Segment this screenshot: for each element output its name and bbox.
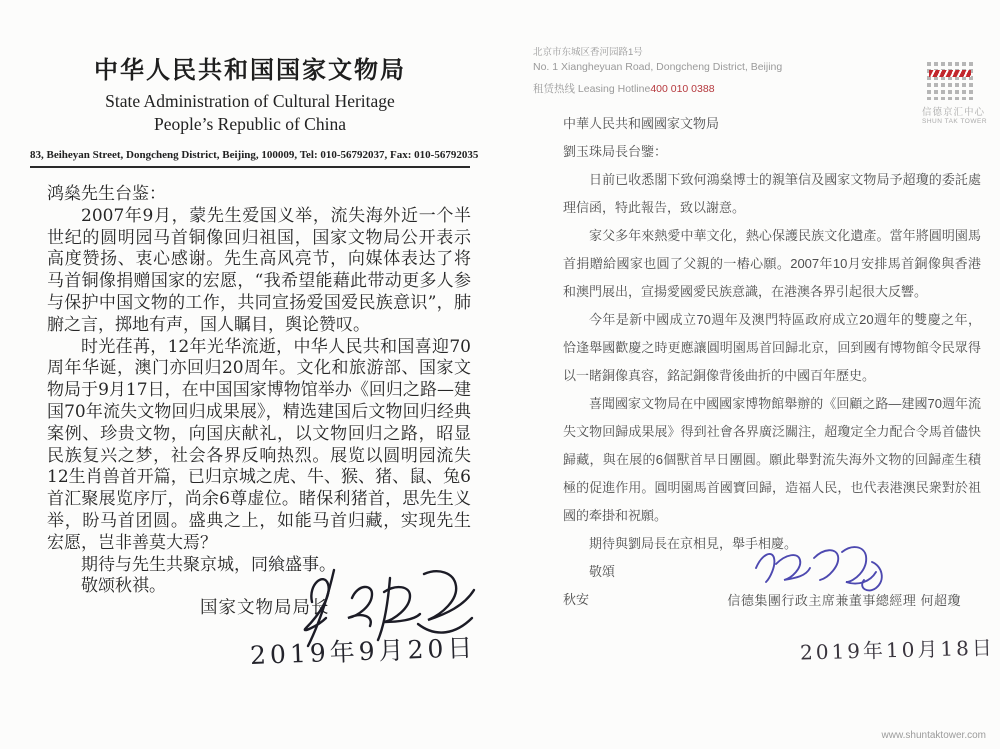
logo-name-en: SHUN TAK TOWER (922, 118, 988, 125)
right-letterhead-address (533, 46, 782, 74)
logo-name-cn: 信德京汇中心 (922, 107, 986, 118)
right-signer-title: 信德集團行政主席兼董事總經理 何超瓊 (727, 593, 961, 608)
right-paragraph-1: 日前已收悉閣下致何鴻燊博士的親筆信及國家文物局予超瓊的委託處理信函，特此報告，致以謝意。 (563, 172, 981, 215)
shun-tak-logo-red-band (929, 70, 971, 77)
left-org-name-cn: 中华人民共和国国家文物局 (94, 55, 406, 84)
left-signer-title: 国家文物局局长 (200, 598, 330, 618)
left-org-name-en-line1: State Administration of Cultural Heritage (105, 91, 395, 111)
left-paragraph-1: 2007年9月，蒙先生爱国义举，流失海外近一个半世纪的圆明园马首铜像回归祖国，国家文物局公开表示高度赞扬、衷心感谢。先生高风亮节，向媒体表达了将马首铜像捐赠国家的宏愿，“我希望能藉此带动更多人参与保护中国文物的工作，共同宣扬爱国爱民族意识”，肺腑之言，掷地有声，国人瞩目，舆论赞叹。 (47, 205, 471, 335)
handwritten-signature-pansy-ho (750, 536, 900, 596)
leasing-hotline-number: 400 010 0388 (650, 83, 715, 95)
right-paragraph-3: 今年是新中國成立70週年及澳門特區政府成立20週年的雙慶之年，恰逢舉國歡慶之時更應讓圓明園馬首回歸北京，回到國有博物館令民眾得以一睹銅像真容，銘記銅像背後曲折的中國百年歷史。 (563, 312, 981, 383)
leasing-hotline-label: 租赁热线 Leasing Hotline (533, 83, 651, 95)
website-watermark: www.shuntaktower.com (881, 730, 986, 741)
left-salutation: 鸿燊先生台鉴： (47, 184, 166, 204)
right-salutation: 劉玉珠局長台鑒： (563, 144, 668, 159)
left-org-name-en-line2: People’s Republic of China (154, 114, 346, 134)
left-address-line: 83, Beiheyan Street, Dongcheng District, Beijing, 100009, Tel: 010-56792037, Fax: 010-56792035 (30, 149, 470, 168)
left-letter-body (47, 184, 471, 598)
right-leasing-hotline (533, 81, 715, 96)
right-paragraph-5: 期待與劉局長在京相見，舉手相慶。 (589, 536, 798, 551)
left-paragraph-3: 期待与先生共聚京城，同飨盛事。 (81, 554, 336, 575)
shun-tak-logo-icon (927, 62, 973, 100)
left-handwritten-date: 2019年9月20日 (249, 633, 477, 670)
left-letterhead (30, 50, 479, 168)
right-closing-line2: 秋安 (563, 592, 590, 607)
right-closing-line1: 敬頌 (589, 564, 616, 579)
left-paragraph-4: 敬颂秋祺。 (81, 576, 166, 597)
left-paragraph-2: 时光荏苒，12年光华流逝，中华人民共和国喜迎70周年华诞，澳门亦回归20周年。文化和旅游部、国家文物局于9月17日，在中国国家博物馆举办《回归之路—建国70年流失文物回归成果展》，精选建国后文物回归经典案例、珍贵文物，向国庆献礼，以文物回归之路，昭显民族复兴之梦，社会各界反响热烈。展览以圆明园流失12生肖兽首开篇，已归京城之虎、牛、猴、猪、鼠、兔6首汇聚展览序厅，尚余6尊虚位。睹保利猪首，思先生义举，盼马首团圆。盛典之上，如能马首归藏，实现先生宏愿，岂非善莫大焉？ (47, 336, 471, 553)
right-paragraph-4: 喜聞國家文物局在中國國家博物館舉辦的《回顧之路—建國70週年流失文物回歸成果展》得到社會各界廣泛關注，超瓊定全力配合令馬首儘快歸藏，與在展的6個獸首早日團圓。願此舉對流失海外文物的回歸產生積極的促進作用。圓明園馬首國寶回歸，造福人民，也代表港澳民衆對於祖國的牽掛和祝願。 (563, 396, 981, 523)
right-address-cn: 北京市东城区香河园路1号 (533, 47, 643, 58)
right-recipient-org: 中華人民共和國國家文物局 (563, 116, 720, 131)
left-org-name-en (30, 90, 470, 136)
right-paragraph-2: 家父多年來熱愛中華文化，熱心保護民族文化遺產。當年將圓明園馬首捐贈給國家也圓了父親的一樁心願。2007年10月安排馬首銅像與香港和澳門展出，宣揚愛國愛民族意識，在港澳各界引起很大反響。 (563, 228, 981, 299)
right-address-en: No. 1 Xiangheyuan Road, Dongcheng District, Beijing (533, 61, 783, 73)
right-handwritten-date: 2019年10月18日 (799, 635, 996, 665)
